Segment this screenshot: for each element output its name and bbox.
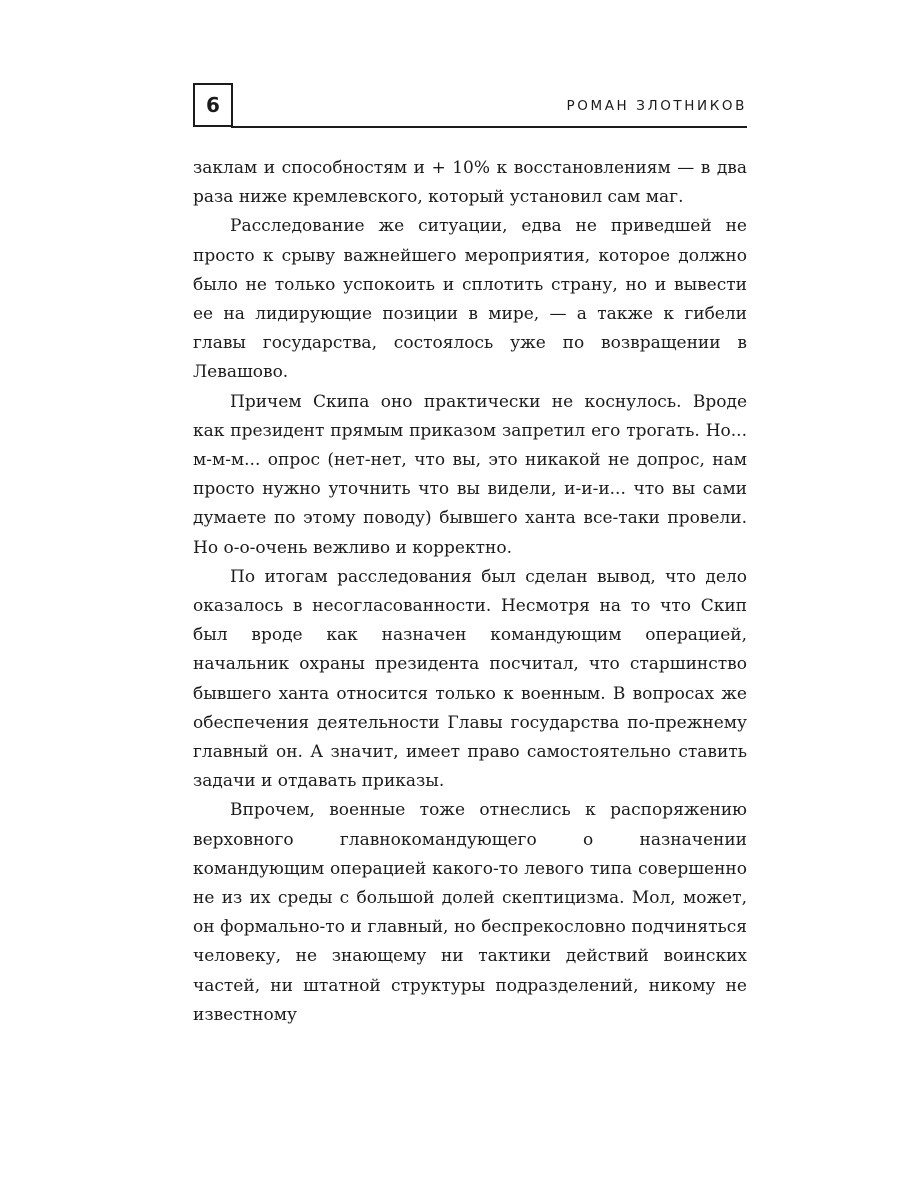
paragraph: Расследование же ситуации, едва не приведшей не просто к срыву важнейшего мероприятия, которое должно было не только успокоить и сплотить страну, но и вывести ее на лидирующие позиции в мире, — а также к гибели главы государства, состоялось уже по возвращении в Левашово. xyxy=(193,216,747,383)
page-header xyxy=(193,83,747,130)
running-head-author: РОМАН ЗЛОТНИКОВ xyxy=(566,98,747,114)
page-number: 6 xyxy=(193,83,233,127)
paragraph: Впрочем, военные тоже отнеслись к распоряжению верховного главнокомандующего о назначении командующим операцией какого-то левого типа совершенно не из их среды с большой долей скептицизма. Мол, может, он формально-то и главный, но беспрекословно подчиняться человеку, не знающему ни тактики действий воинских частей, ни штатной структуры подразделений, никому не известному xyxy=(193,800,747,1025)
header-rule xyxy=(231,126,747,128)
paragraph: заклам и способностям и + 10% к восстановлениям — в два раза ниже кремлевского, который установил сам маг. xyxy=(193,158,747,208)
paragraph: По итогам расследования был сделан вывод, что дело оказалось в несогласованности. Несмотря на то что Скип был вроде как назначен командующим операцией, начальник охраны президента посчитал, что старшинство бывшего ханта относится только к военным. В вопросах же обеспечения деятельности Главы государства по-прежнему главный он. А значит, имеет право самостоятельно ставить задачи и отдавать приказы. xyxy=(193,566,747,792)
paragraph: Причем Скипа оно практически не коснулось. Вроде как президент прямым приказом запретил его трогать. Но... м-м-м... опрос (нет-нет, что вы, это никакой не допрос, нам просто нужно уточнить что вы видели, и-и-и... что вы сами думаете по этому поводу) бывшего ханта все-таки провели. Но о-о-очень вежливо и корректно. xyxy=(193,391,747,558)
body-text xyxy=(193,154,747,1030)
